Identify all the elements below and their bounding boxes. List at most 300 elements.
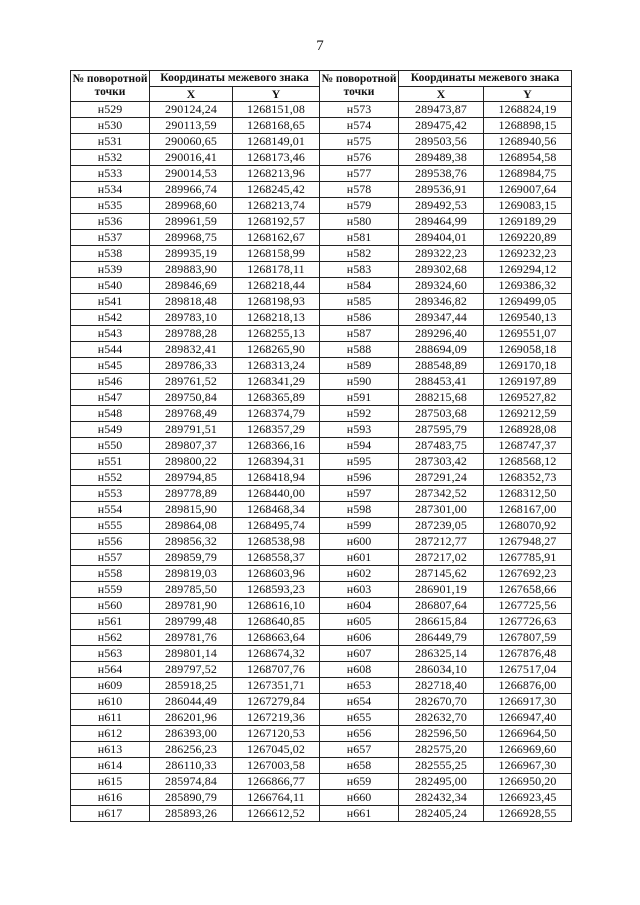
point-id-cell: н544 bbox=[71, 342, 150, 358]
coord-x-cell: 282432,34 bbox=[399, 790, 484, 806]
coord-y-cell: 1266866,77 bbox=[233, 774, 320, 790]
coord-y-cell: 1267351,71 bbox=[233, 678, 320, 694]
table-row bbox=[71, 166, 572, 182]
coord-x-cell: 289492,53 bbox=[399, 198, 484, 214]
point-id-cell: н534 bbox=[71, 182, 150, 198]
coord-x-cell: 282670,70 bbox=[399, 694, 484, 710]
coord-x-cell: 289846,69 bbox=[150, 278, 233, 294]
point-id-cell: н656 bbox=[320, 726, 399, 742]
point-id-cell: н608 bbox=[320, 662, 399, 678]
coord-x-cell: 286044,49 bbox=[150, 694, 233, 710]
coord-x-cell: 289475,42 bbox=[399, 118, 484, 134]
coord-x-cell: 287342,52 bbox=[399, 486, 484, 502]
point-id-cell: н547 bbox=[71, 390, 150, 406]
point-id-cell: н561 bbox=[71, 614, 150, 630]
coord-x-cell: 290060,65 bbox=[150, 134, 233, 150]
point-id-cell: н551 bbox=[71, 454, 150, 470]
table-row bbox=[71, 774, 572, 790]
coord-x-cell: 289346,82 bbox=[399, 294, 484, 310]
coord-x-cell: 289778,89 bbox=[150, 486, 233, 502]
coord-x-cell: 287483,75 bbox=[399, 438, 484, 454]
coord-y-cell: 1268162,67 bbox=[233, 230, 320, 246]
point-id-cell: н661 bbox=[320, 806, 399, 822]
coord-y-cell: 1269551,07 bbox=[484, 326, 572, 342]
coord-y-cell: 1266923,45 bbox=[484, 790, 572, 806]
coord-y-cell: 1268538,98 bbox=[233, 534, 320, 550]
coord-x-cell: 285918,25 bbox=[150, 678, 233, 694]
coord-x-cell: 290113,59 bbox=[150, 118, 233, 134]
coord-x-cell: 289966,74 bbox=[150, 182, 233, 198]
coord-y-cell: 1269083,15 bbox=[484, 198, 572, 214]
coord-y-cell: 1266969,60 bbox=[484, 742, 572, 758]
point-id-cell: н611 bbox=[71, 710, 150, 726]
table-row bbox=[71, 422, 572, 438]
table-row bbox=[71, 470, 572, 486]
coord-x-cell: 287303,42 bbox=[399, 454, 484, 470]
table-row bbox=[71, 294, 572, 310]
table-row bbox=[71, 486, 572, 502]
coord-y-cell: 1268374,79 bbox=[233, 406, 320, 422]
point-id-cell: н602 bbox=[320, 566, 399, 582]
point-id-cell: н609 bbox=[71, 678, 150, 694]
table-row bbox=[71, 502, 572, 518]
coord-x-cell: 286449,79 bbox=[399, 630, 484, 646]
header-x-right: X bbox=[399, 87, 484, 102]
table-body bbox=[71, 102, 572, 822]
point-id-cell: н583 bbox=[320, 262, 399, 278]
coord-x-cell: 286901,19 bbox=[399, 582, 484, 598]
coord-y-cell: 1268616,10 bbox=[233, 598, 320, 614]
table-row bbox=[71, 438, 572, 454]
point-id-cell: н603 bbox=[320, 582, 399, 598]
coord-x-cell: 288453,41 bbox=[399, 374, 484, 390]
coord-x-cell: 290014,53 bbox=[150, 166, 233, 182]
point-id-cell: н537 bbox=[71, 230, 150, 246]
point-id-cell: н541 bbox=[71, 294, 150, 310]
coord-x-cell: 286201,96 bbox=[150, 710, 233, 726]
point-id-cell: н539 bbox=[71, 262, 150, 278]
table-row bbox=[71, 246, 572, 262]
point-id-cell: н550 bbox=[71, 438, 150, 454]
coord-y-cell: 1268568,12 bbox=[484, 454, 572, 470]
table-row bbox=[71, 406, 572, 422]
header-point-left: № поворотной точки bbox=[71, 71, 150, 102]
header-y-left: Y bbox=[233, 87, 320, 102]
table-row bbox=[71, 390, 572, 406]
point-id-cell: н601 bbox=[320, 550, 399, 566]
coord-y-cell: 1269212,59 bbox=[484, 406, 572, 422]
coord-x-cell: 289859,79 bbox=[150, 550, 233, 566]
coord-x-cell: 285974,84 bbox=[150, 774, 233, 790]
coord-y-cell: 1269058,18 bbox=[484, 342, 572, 358]
coord-x-cell: 289786,33 bbox=[150, 358, 233, 374]
coord-x-cell: 289800,22 bbox=[150, 454, 233, 470]
coord-y-cell: 1269540,13 bbox=[484, 310, 572, 326]
coord-y-cell: 1268365,89 bbox=[233, 390, 320, 406]
point-id-cell: н533 bbox=[71, 166, 150, 182]
coord-x-cell: 289404,01 bbox=[399, 230, 484, 246]
table-row bbox=[71, 742, 572, 758]
coord-y-cell: 1268558,37 bbox=[233, 550, 320, 566]
coord-y-cell: 1268468,34 bbox=[233, 502, 320, 518]
coord-x-cell: 289799,48 bbox=[150, 614, 233, 630]
point-id-cell: н557 bbox=[71, 550, 150, 566]
coord-y-cell: 1267876,48 bbox=[484, 646, 572, 662]
point-id-cell: н553 bbox=[71, 486, 150, 502]
table-row bbox=[71, 710, 572, 726]
coord-y-cell: 1268984,75 bbox=[484, 166, 572, 182]
table-row bbox=[71, 214, 572, 230]
coord-x-cell: 282555,25 bbox=[399, 758, 484, 774]
coord-x-cell: 285890,79 bbox=[150, 790, 233, 806]
point-id-cell: н658 bbox=[320, 758, 399, 774]
coord-x-cell: 287291,24 bbox=[399, 470, 484, 486]
point-id-cell: н660 bbox=[320, 790, 399, 806]
coord-x-cell: 289788,28 bbox=[150, 326, 233, 342]
coord-y-cell: 1268158,99 bbox=[233, 246, 320, 262]
point-id-cell: н615 bbox=[71, 774, 150, 790]
table-row bbox=[71, 550, 572, 566]
coord-x-cell: 289864,08 bbox=[150, 518, 233, 534]
point-id-cell: н530 bbox=[71, 118, 150, 134]
coord-y-cell: 1267120,53 bbox=[233, 726, 320, 742]
coord-x-cell: 289968,75 bbox=[150, 230, 233, 246]
coord-y-cell: 1268265,90 bbox=[233, 342, 320, 358]
coord-y-cell: 1267279,84 bbox=[233, 694, 320, 710]
header-y-right: Y bbox=[484, 87, 572, 102]
point-id-cell: н588 bbox=[320, 342, 399, 358]
coord-x-cell: 286325,14 bbox=[399, 646, 484, 662]
point-id-cell: н575 bbox=[320, 134, 399, 150]
coord-y-cell: 1269499,05 bbox=[484, 294, 572, 310]
coord-y-cell: 1268213,74 bbox=[233, 198, 320, 214]
coord-x-cell: 289794,85 bbox=[150, 470, 233, 486]
point-id-cell: н616 bbox=[71, 790, 150, 806]
point-id-cell: н560 bbox=[71, 598, 150, 614]
coord-y-cell: 1269007,64 bbox=[484, 182, 572, 198]
table-row bbox=[71, 374, 572, 390]
point-id-cell: н532 bbox=[71, 150, 150, 166]
point-id-cell: н606 bbox=[320, 630, 399, 646]
table-row bbox=[71, 598, 572, 614]
coord-y-cell: 1267045,02 bbox=[233, 742, 320, 758]
point-id-cell: н581 bbox=[320, 230, 399, 246]
coord-y-cell: 1268824,19 bbox=[484, 102, 572, 118]
point-id-cell: н604 bbox=[320, 598, 399, 614]
page-number: 7 bbox=[316, 38, 324, 54]
table-row bbox=[71, 694, 572, 710]
coord-x-cell: 289801,14 bbox=[150, 646, 233, 662]
coord-x-cell: 289856,32 bbox=[150, 534, 233, 550]
coord-y-cell: 1269386,32 bbox=[484, 278, 572, 294]
table-row bbox=[71, 326, 572, 342]
point-id-cell: н531 bbox=[71, 134, 150, 150]
table-row bbox=[71, 566, 572, 582]
point-id-cell: н599 bbox=[320, 518, 399, 534]
coord-x-cell: 289819,03 bbox=[150, 566, 233, 582]
table-row bbox=[71, 582, 572, 598]
point-id-cell: н577 bbox=[320, 166, 399, 182]
point-id-cell: н653 bbox=[320, 678, 399, 694]
coord-y-cell: 1268640,85 bbox=[233, 614, 320, 630]
point-id-cell: н586 bbox=[320, 310, 399, 326]
coord-y-cell: 1268593,23 bbox=[233, 582, 320, 598]
coord-x-cell: 288548,89 bbox=[399, 358, 484, 374]
header-point-right: № поворотной точки bbox=[320, 71, 399, 102]
coord-y-cell: 1266612,52 bbox=[233, 806, 320, 822]
coord-x-cell: 282495,00 bbox=[399, 774, 484, 790]
point-id-cell: н595 bbox=[320, 454, 399, 470]
coord-y-cell: 1269170,18 bbox=[484, 358, 572, 374]
header-x-left: X bbox=[150, 87, 233, 102]
table-row bbox=[71, 342, 572, 358]
table-row bbox=[71, 230, 572, 246]
point-id-cell: н594 bbox=[320, 438, 399, 454]
coord-x-cell: 289935,19 bbox=[150, 246, 233, 262]
point-id-cell: н587 bbox=[320, 326, 399, 342]
coord-x-cell: 287301,00 bbox=[399, 502, 484, 518]
point-id-cell: н613 bbox=[71, 742, 150, 758]
point-id-cell: н590 bbox=[320, 374, 399, 390]
coord-x-cell: 288694,09 bbox=[399, 342, 484, 358]
coord-x-cell: 289538,76 bbox=[399, 166, 484, 182]
coord-y-cell: 1267658,66 bbox=[484, 582, 572, 598]
coord-y-cell: 1269294,12 bbox=[484, 262, 572, 278]
coord-x-cell: 289347,44 bbox=[399, 310, 484, 326]
coord-y-cell: 1268341,29 bbox=[233, 374, 320, 390]
point-id-cell: н538 bbox=[71, 246, 150, 262]
table-row bbox=[71, 678, 572, 694]
coord-x-cell: 286110,33 bbox=[150, 758, 233, 774]
coord-x-cell: 289489,38 bbox=[399, 150, 484, 166]
coord-x-cell: 289322,23 bbox=[399, 246, 484, 262]
point-id-cell: н578 bbox=[320, 182, 399, 198]
coord-y-cell: 1268495,74 bbox=[233, 518, 320, 534]
coord-x-cell: 289781,90 bbox=[150, 598, 233, 614]
coord-y-cell: 1266928,55 bbox=[484, 806, 572, 822]
point-id-cell: н607 bbox=[320, 646, 399, 662]
coord-y-cell: 1267219,36 bbox=[233, 710, 320, 726]
point-id-cell: н554 bbox=[71, 502, 150, 518]
table-row bbox=[71, 454, 572, 470]
coord-x-cell: 289761,52 bbox=[150, 374, 233, 390]
coord-y-cell: 1268313,24 bbox=[233, 358, 320, 374]
coord-y-cell: 1268898,15 bbox=[484, 118, 572, 134]
table-row bbox=[71, 262, 572, 278]
point-id-cell: н540 bbox=[71, 278, 150, 294]
point-id-cell: н582 bbox=[320, 246, 399, 262]
point-id-cell: н655 bbox=[320, 710, 399, 726]
coord-y-cell: 1266950,20 bbox=[484, 774, 572, 790]
point-id-cell: н584 bbox=[320, 278, 399, 294]
table-row bbox=[71, 134, 572, 150]
coord-y-cell: 1268940,56 bbox=[484, 134, 572, 150]
coord-y-cell: 1266967,30 bbox=[484, 758, 572, 774]
coord-y-cell: 1268218,44 bbox=[233, 278, 320, 294]
point-id-cell: н614 bbox=[71, 758, 150, 774]
coord-x-cell: 289750,84 bbox=[150, 390, 233, 406]
coord-x-cell: 287212,77 bbox=[399, 534, 484, 550]
coord-y-cell: 1268070,92 bbox=[484, 518, 572, 534]
coord-y-cell: 1268747,37 bbox=[484, 438, 572, 454]
point-id-cell: н657 bbox=[320, 742, 399, 758]
header-coords-right: Координаты межевого знака bbox=[399, 71, 572, 87]
point-id-cell: н576 bbox=[320, 150, 399, 166]
coord-y-cell: 1269220,89 bbox=[484, 230, 572, 246]
coord-x-cell: 287503,68 bbox=[399, 406, 484, 422]
coord-y-cell: 1268149,01 bbox=[233, 134, 320, 150]
point-id-cell: н548 bbox=[71, 406, 150, 422]
coord-y-cell: 1269232,23 bbox=[484, 246, 572, 262]
coord-y-cell: 1266917,30 bbox=[484, 694, 572, 710]
point-id-cell: н562 bbox=[71, 630, 150, 646]
point-id-cell: н580 bbox=[320, 214, 399, 230]
coord-y-cell: 1269527,82 bbox=[484, 390, 572, 406]
table-row bbox=[71, 790, 572, 806]
coord-x-cell: 287145,62 bbox=[399, 566, 484, 582]
coord-y-cell: 1268394,31 bbox=[233, 454, 320, 470]
coord-x-cell: 289797,52 bbox=[150, 662, 233, 678]
coord-x-cell: 289832,41 bbox=[150, 342, 233, 358]
point-id-cell: н597 bbox=[320, 486, 399, 502]
coord-y-cell: 1268255,13 bbox=[233, 326, 320, 342]
header-coords-left: Координаты межевого знака bbox=[150, 71, 320, 87]
point-id-cell: н558 bbox=[71, 566, 150, 582]
coord-y-cell: 1267726,63 bbox=[484, 614, 572, 630]
point-id-cell: н579 bbox=[320, 198, 399, 214]
point-id-cell: н593 bbox=[320, 422, 399, 438]
coord-x-cell: 289783,10 bbox=[150, 310, 233, 326]
table-row bbox=[71, 534, 572, 550]
coord-x-cell: 289296,40 bbox=[399, 326, 484, 342]
coord-y-cell: 1268173,46 bbox=[233, 150, 320, 166]
point-id-cell: н600 bbox=[320, 534, 399, 550]
coord-x-cell: 286615,84 bbox=[399, 614, 484, 630]
coord-x-cell: 282596,50 bbox=[399, 726, 484, 742]
coord-x-cell: 282718,40 bbox=[399, 678, 484, 694]
coord-y-cell: 1268418,94 bbox=[233, 470, 320, 486]
coord-y-cell: 1268198,93 bbox=[233, 294, 320, 310]
coord-y-cell: 1268357,29 bbox=[233, 422, 320, 438]
point-id-cell: н573 bbox=[320, 102, 399, 118]
table-row bbox=[71, 358, 572, 374]
point-id-cell: н585 bbox=[320, 294, 399, 310]
coord-x-cell: 285893,26 bbox=[150, 806, 233, 822]
coord-y-cell: 1268366,16 bbox=[233, 438, 320, 454]
coord-x-cell: 287217,02 bbox=[399, 550, 484, 566]
point-id-cell: н555 bbox=[71, 518, 150, 534]
coord-x-cell: 289768,49 bbox=[150, 406, 233, 422]
coord-x-cell: 289968,60 bbox=[150, 198, 233, 214]
coordinates-table bbox=[70, 70, 572, 822]
coord-x-cell: 289785,50 bbox=[150, 582, 233, 598]
coord-x-cell: 287595,79 bbox=[399, 422, 484, 438]
table-row bbox=[71, 630, 572, 646]
coord-y-cell: 1268312,50 bbox=[484, 486, 572, 502]
coord-y-cell: 1268218,13 bbox=[233, 310, 320, 326]
point-id-cell: н591 bbox=[320, 390, 399, 406]
point-id-cell: н592 bbox=[320, 406, 399, 422]
point-id-cell: н542 bbox=[71, 310, 150, 326]
coord-y-cell: 1268707,76 bbox=[233, 662, 320, 678]
coord-y-cell: 1268167,00 bbox=[484, 502, 572, 518]
coord-y-cell: 1268192,57 bbox=[233, 214, 320, 230]
coord-y-cell: 1267948,27 bbox=[484, 534, 572, 550]
table-row bbox=[71, 758, 572, 774]
coord-x-cell: 289815,90 bbox=[150, 502, 233, 518]
table-row bbox=[71, 198, 572, 214]
coord-x-cell: 289536,91 bbox=[399, 182, 484, 198]
table-row bbox=[71, 726, 572, 742]
point-id-cell: н543 bbox=[71, 326, 150, 342]
table-row bbox=[71, 102, 572, 118]
point-id-cell: н552 bbox=[71, 470, 150, 486]
point-id-cell: н546 bbox=[71, 374, 150, 390]
coord-y-cell: 1267725,56 bbox=[484, 598, 572, 614]
coord-y-cell: 1268954,58 bbox=[484, 150, 572, 166]
coord-x-cell: 289818,48 bbox=[150, 294, 233, 310]
coord-y-cell: 1268928,08 bbox=[484, 422, 572, 438]
coord-y-cell: 1266964,50 bbox=[484, 726, 572, 742]
coord-y-cell: 1268440,00 bbox=[233, 486, 320, 502]
coord-x-cell: 289807,37 bbox=[150, 438, 233, 454]
coord-x-cell: 282632,70 bbox=[399, 710, 484, 726]
coord-x-cell: 282575,20 bbox=[399, 742, 484, 758]
table-row bbox=[71, 150, 572, 166]
point-id-cell: н617 bbox=[71, 806, 150, 822]
coord-x-cell: 286034,10 bbox=[399, 662, 484, 678]
coord-y-cell: 1268603,96 bbox=[233, 566, 320, 582]
point-id-cell: н529 bbox=[71, 102, 150, 118]
coord-x-cell: 288215,68 bbox=[399, 390, 484, 406]
coord-y-cell: 1269197,89 bbox=[484, 374, 572, 390]
coord-y-cell: 1266947,40 bbox=[484, 710, 572, 726]
table-row bbox=[71, 646, 572, 662]
point-id-cell: н535 bbox=[71, 198, 150, 214]
coord-y-cell: 1267785,91 bbox=[484, 550, 572, 566]
coord-x-cell: 290124,24 bbox=[150, 102, 233, 118]
coord-x-cell: 289883,90 bbox=[150, 262, 233, 278]
point-id-cell: н605 bbox=[320, 614, 399, 630]
coord-y-cell: 1269189,29 bbox=[484, 214, 572, 230]
table-row bbox=[71, 310, 572, 326]
point-id-cell: н659 bbox=[320, 774, 399, 790]
coord-x-cell: 289302,68 bbox=[399, 262, 484, 278]
point-id-cell: н589 bbox=[320, 358, 399, 374]
point-id-cell: н564 bbox=[71, 662, 150, 678]
table-row bbox=[71, 518, 572, 534]
table-row bbox=[71, 662, 572, 678]
table-row bbox=[71, 118, 572, 134]
table-row bbox=[71, 278, 572, 294]
point-id-cell: н536 bbox=[71, 214, 150, 230]
point-id-cell: н598 bbox=[320, 502, 399, 518]
coord-y-cell: 1267517,04 bbox=[484, 662, 572, 678]
table-row bbox=[71, 614, 572, 630]
table-row bbox=[71, 806, 572, 822]
coord-x-cell: 289781,76 bbox=[150, 630, 233, 646]
coord-y-cell: 1268663,64 bbox=[233, 630, 320, 646]
point-id-cell: н545 bbox=[71, 358, 150, 374]
coord-x-cell: 286256,23 bbox=[150, 742, 233, 758]
point-id-cell: н574 bbox=[320, 118, 399, 134]
coord-x-cell: 286807,64 bbox=[399, 598, 484, 614]
coord-y-cell: 1268674,32 bbox=[233, 646, 320, 662]
coord-y-cell: 1268352,73 bbox=[484, 470, 572, 486]
point-id-cell: н563 bbox=[71, 646, 150, 662]
coord-x-cell: 287239,05 bbox=[399, 518, 484, 534]
coord-x-cell: 289503,56 bbox=[399, 134, 484, 150]
